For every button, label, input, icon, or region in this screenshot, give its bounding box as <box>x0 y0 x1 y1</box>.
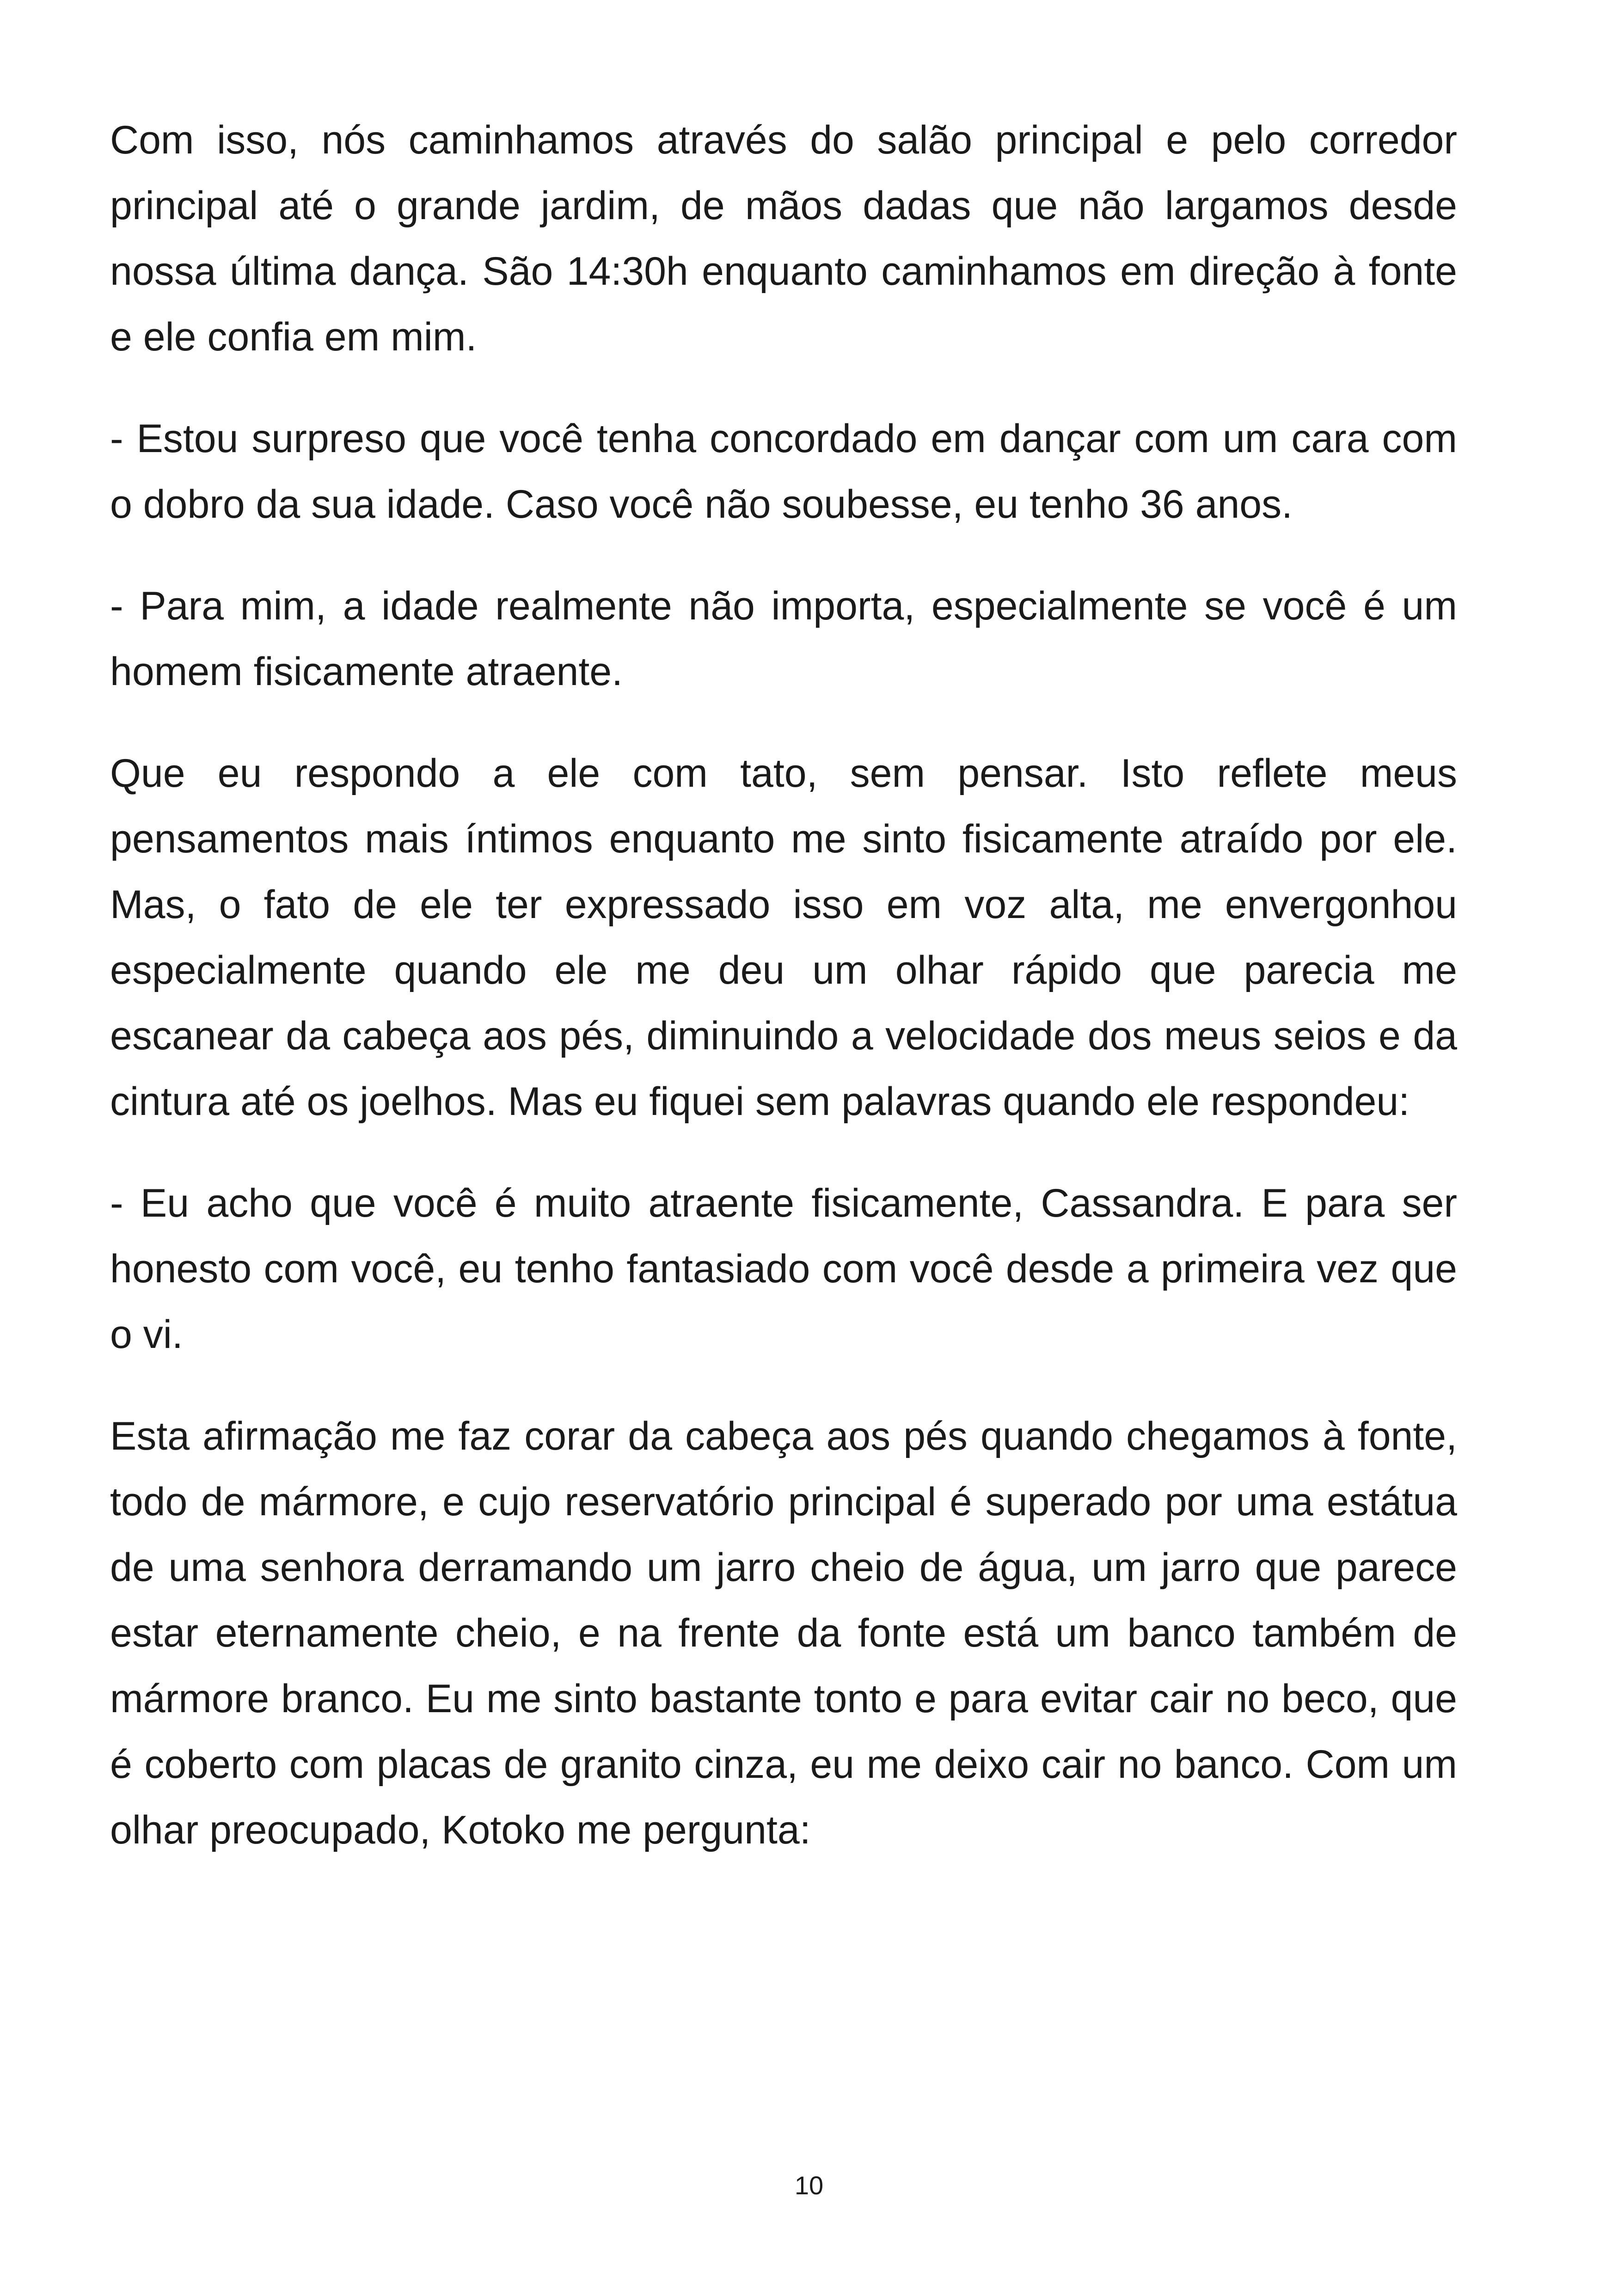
paragraph-2: - Estou surpreso que você tenha concordado em dançar com um cara com o dobro da sua idade. Caso você não soubesse, eu tenho 36 anos. <box>110 416 1457 527</box>
paragraph-1: Com isso, nós caminhamos através do salão principal e pelo corredor principal até o grande jardim, de mãos dadas que não largamos desde nossa última dança. São 14:30h enquanto caminhamos em direção à fonte e ele confia em mim. <box>110 118 1457 359</box>
page-number: 10 <box>794 2171 824 2200</box>
body-text <box>110 107 1457 1899</box>
paragraph-5: - Eu acho que você é muito atraente fisicamente, Cassandra. E para ser honesto com você, eu tenho fantasiado com você desde a primeira vez que o vi. <box>110 1181 1457 1357</box>
paragraph-6: Esta afirmação me faz corar da cabeça aos pés quando chegamos à fonte, todo de mármore, e cujo reservatório principal é superado por uma estátua de uma senhora derramando um jarro cheio de água, um jarro que parece estar eternamente cheio, e na frente da fonte está um banco também de mármore branco. Eu me sinto bastante tonto e para evitar cair no beco, que é coberto com placas de granito cinza, eu me deixo cair no banco. Com um olhar preocupado, Kotoko me pergunta: <box>110 1414 1457 1852</box>
paragraph-4: Que eu respondo a ele com tato, sem pensar. Isto reflete meus pensamentos mais íntimos enquanto me sinto fisicamente atraído por ele. Mas, o fato de ele ter expressado isso em voz alta, me envergonhou especialmente quando ele me deu um olhar rápido que parecia me escanear da cabeça aos pés, diminuindo a velocidade dos meus seios e da cintura até os joelhos. Mas eu fiquei sem palavras quando ele respondeu: <box>110 751 1457 1124</box>
paragraph-3: - Para mim, a idade realmente não importa, especialmente se você é um homem fisicamente atraente. <box>110 584 1457 694</box>
